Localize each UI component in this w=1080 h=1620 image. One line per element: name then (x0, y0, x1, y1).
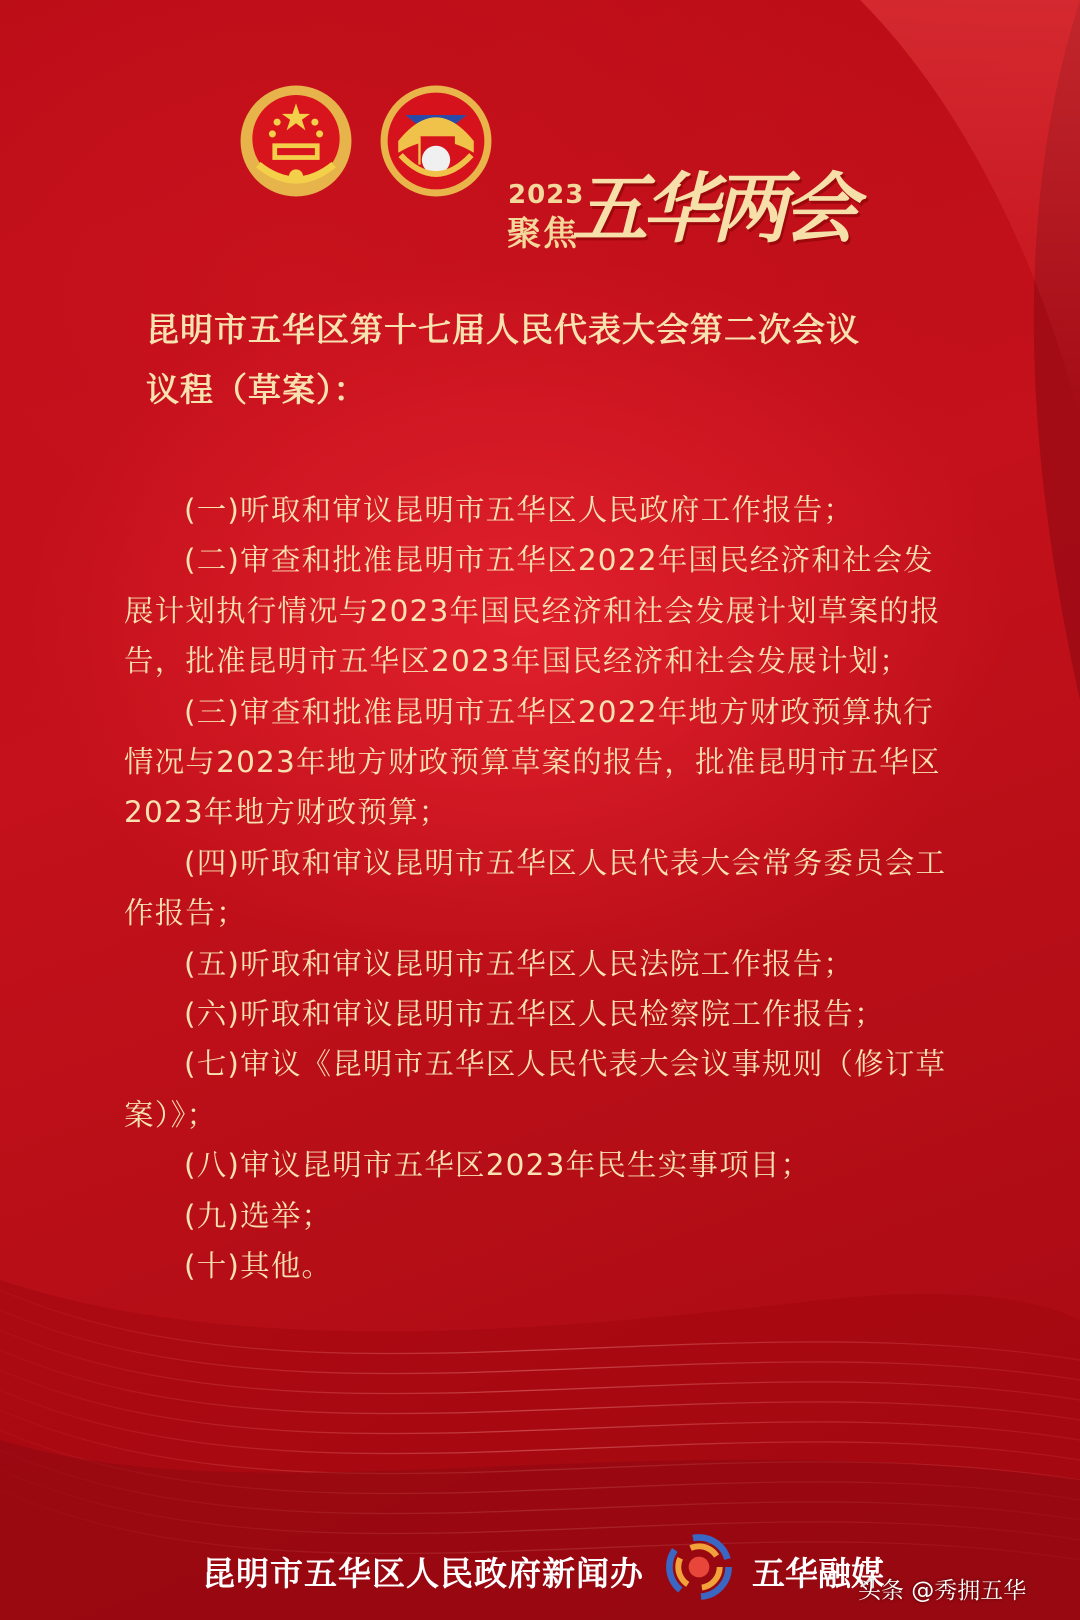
agenda-item-8: (八)审议昆明市五华区2023年民生实事项目； (184, 1148, 812, 1183)
agenda-item-3: (三)审查和批准昆明市五华区2022年地方财政预算执行情况与2023年地方财政预算草案的报告，批准昆明市五华区2023年地方财政预算； (124, 694, 941, 830)
platform-watermark: 头条 @秀拥五华 (858, 1578, 1027, 1604)
cppcc-emblem-icon (377, 82, 495, 200)
agenda-item-5: (五)听取和审议昆明市五华区人民法院工作报告； (184, 946, 855, 981)
agenda-item-10: (十)其他。 (184, 1249, 333, 1284)
title-line-1: 昆明市五华区第十七届人民代表大会第二次会议 (146, 310, 860, 349)
calligraphy-title: 五华两会 (572, 164, 852, 253)
national-emblem-icon (237, 82, 355, 200)
agenda-item-7: (七)审议《昆明市五华区人民代表大会议事规则（修订草案）》； (124, 1047, 947, 1132)
focus-label: 聚焦 (507, 214, 579, 254)
page-title (146, 300, 966, 420)
agenda-item-9: (九)选举； (184, 1198, 333, 1233)
agenda-item-4: (四)听取和审议昆明市五华区人民代表大会常务委员会工作报告； (124, 845, 947, 931)
agenda-item-6: (六)听取和审议昆明市五华区人民检察院工作报告； (184, 997, 885, 1032)
wuhua-media-logo-icon (662, 1530, 736, 1604)
agenda-item-2: (二)审查和批准昆明市五华区2022年国民经济和社会发展计划执行情况与2023年国民经济和社会发展计划草案的报告，批准昆明市五华区2023年国民经济和社会发展计划； (124, 543, 941, 679)
year-label: 2023 (508, 180, 585, 210)
agenda-item-1: (一)听取和审议昆明市五华区人民政府工作报告； (184, 493, 855, 527)
footer-issuer: 昆明市五华区人民政府新闻办 (202, 1554, 644, 1593)
header (0, 70, 1080, 254)
agenda-list (124, 485, 956, 1292)
title-line-2: 议程（草案）： (146, 370, 368, 409)
footer-brand: 五华融媒 (752, 1554, 884, 1593)
